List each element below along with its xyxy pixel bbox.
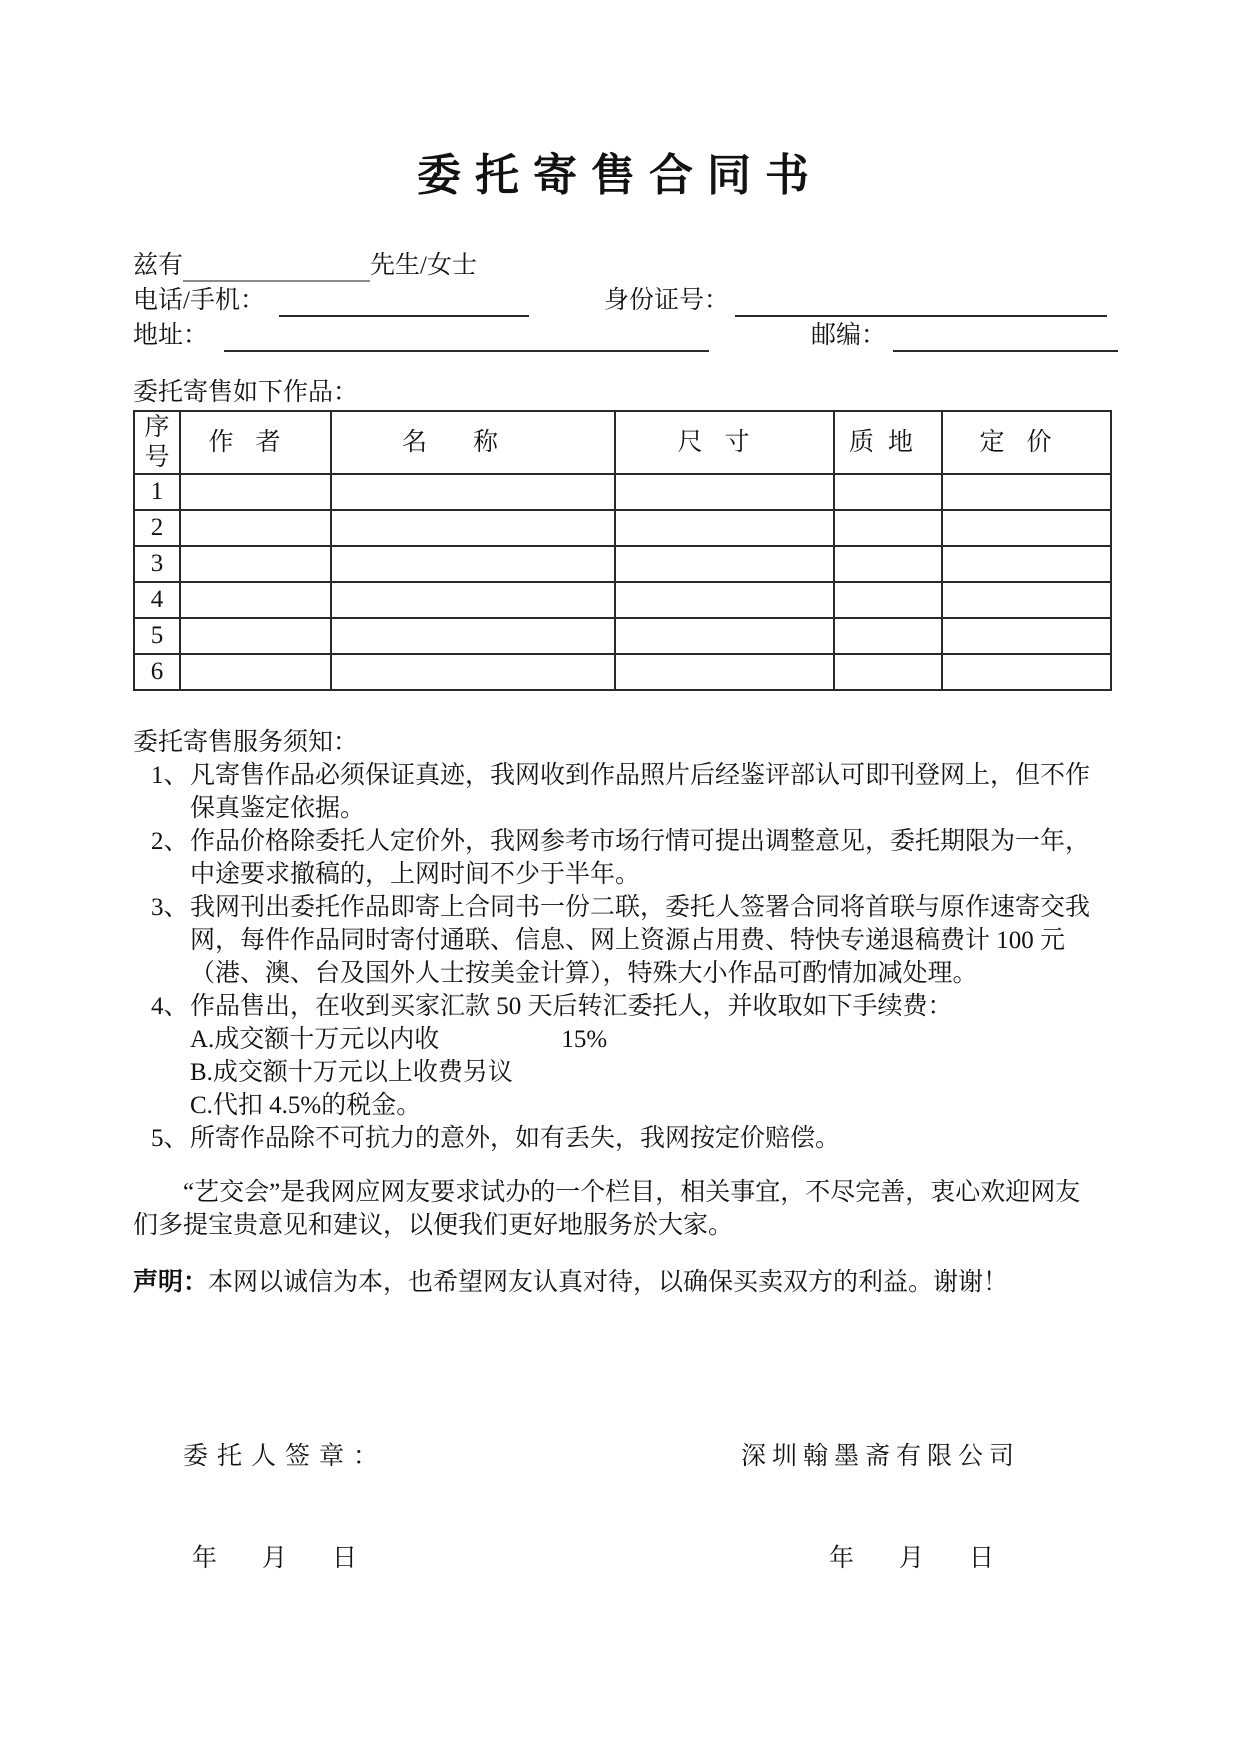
id-label: 身份证号： — [604, 287, 730, 314]
statement-line — [133, 1266, 1143, 1299]
cell-name — [331, 510, 615, 546]
cell-name — [331, 582, 615, 618]
works-table-header-row — [134, 411, 1111, 474]
cell-material — [834, 546, 942, 582]
notice-line — [133, 957, 1133, 990]
notice-item-text: （港、澳、台及国外人士按美金计算），特殊大小作品可酌情加减处理。 — [190, 960, 978, 987]
header-name: 名称 — [331, 411, 615, 474]
intro-label: 兹有 — [133, 252, 184, 279]
closing-paragraph-line2: 们多提宝贵意见和建议，以便我们更好地服务於大家。 — [133, 1212, 734, 1239]
closing-paragraph — [133, 1176, 1133, 1242]
notice-item-text: B.成交额十万元以上收费另议 — [190, 1059, 513, 1086]
cell-author — [180, 474, 331, 510]
works-intro: 委托寄售如下作品： — [133, 379, 359, 406]
table-row — [134, 546, 1111, 582]
cell-material — [834, 618, 942, 654]
id-blank-field — [735, 289, 1107, 317]
cell-name — [331, 546, 615, 582]
party-line-name — [133, 250, 1133, 282]
phone-blank-field — [279, 289, 529, 317]
notice-item-text: 作品售出，在收到买家汇款 50 天后转汇委托人，并收取如下手续费： — [190, 993, 953, 1020]
table-row — [134, 582, 1111, 618]
zip-label: 邮编： — [811, 322, 887, 349]
date-line-client: 年 月 日 — [192, 1545, 368, 1572]
cell-author — [180, 582, 331, 618]
notice-line — [133, 891, 1133, 924]
notice-item-text: 凡寄售作品必须保证真迹，我网收到作品照片后经鉴评部认可即刊登网上，但不作 — [190, 762, 1091, 789]
notice-item-text: A.成交额十万元以内收 — [190, 1026, 440, 1053]
table-row — [134, 510, 1111, 546]
name-blank-field — [183, 254, 370, 282]
notice-line — [133, 825, 1133, 858]
cell-author — [180, 654, 331, 690]
header-seq: 序号 — [134, 411, 180, 474]
notice-item-text: 网，每件作品同时寄付通联、信息、网上资源占用费、特快专递退稿费计 100 元 — [190, 927, 1066, 954]
address-label: 地址： — [133, 322, 209, 349]
notice-item-text: 保真鉴定依据。 — [190, 795, 366, 822]
table-row — [134, 654, 1111, 690]
cell-material — [834, 510, 942, 546]
notice-item-text: 我网刊出委托作品即寄上合同书一份二联，委托人签署合同将首联与原作速寄交我 — [190, 894, 1091, 921]
cell-material — [834, 474, 942, 510]
cell-name — [331, 654, 615, 690]
notice-item-number: 2、 — [151, 828, 189, 855]
header-price: 定价 — [942, 411, 1111, 474]
notice-line — [133, 1056, 1133, 1089]
notice-item-text: C.代扣 4.5%的税金。 — [190, 1092, 422, 1119]
cell-price — [942, 618, 1111, 654]
notice-item-number: 3、 — [151, 894, 189, 921]
cell-name — [331, 618, 615, 654]
cell-material — [834, 654, 942, 690]
notice-line — [133, 924, 1133, 957]
row-number: 3 — [134, 546, 180, 582]
statement-label: 声明： — [133, 1269, 209, 1296]
zip-blank-field — [893, 324, 1118, 352]
row-number: 1 — [134, 474, 180, 510]
row-number: 5 — [134, 618, 180, 654]
notice-heading: 委托寄售服务须知： — [133, 729, 359, 756]
cell-material — [834, 582, 942, 618]
cell-size — [615, 618, 834, 654]
works-table — [133, 410, 1112, 691]
notice-section — [133, 726, 1133, 1155]
cell-price — [942, 654, 1111, 690]
closing-paragraph-line1: “艺交会”是我网应网友要求试办的一个栏目，相关事宜，不尽完善，衷心欢迎网友 — [183, 1179, 1081, 1206]
notice-item-number: 1、 — [151, 762, 189, 789]
cell-author — [180, 510, 331, 546]
header-material: 质地 — [834, 411, 942, 474]
notice-item-number: 4、 — [151, 993, 189, 1020]
party-line-address-zip — [133, 320, 1133, 352]
cell-size — [615, 474, 834, 510]
row-number: 2 — [134, 510, 180, 546]
cell-name — [331, 474, 615, 510]
phone-label: 电话/手机： — [133, 287, 265, 314]
row-number: 4 — [134, 582, 180, 618]
cell-price — [942, 546, 1111, 582]
notice-line — [133, 858, 1133, 891]
id-group — [604, 285, 1107, 317]
cell-author — [180, 618, 331, 654]
header-author: 作者 — [180, 411, 331, 474]
notice-line-fee-a — [133, 1023, 1133, 1056]
notice-item-number: 5、 — [151, 1125, 189, 1152]
notice-line — [133, 759, 1133, 792]
notice-item-text: 中途要求撤稿的，上网时间不少于半年。 — [190, 861, 641, 888]
date-line-company: 年 月 日 — [829, 1545, 1005, 1572]
cell-price — [942, 582, 1111, 618]
table-row — [134, 618, 1111, 654]
cell-size — [615, 654, 834, 690]
notice-item-text: 所寄作品除不可抗力的意外，如有丢失，我网按定价赔偿。 — [190, 1125, 841, 1152]
notice-line — [133, 1089, 1133, 1122]
party-line-phone-id — [133, 285, 1133, 317]
address-blank-field — [224, 324, 709, 352]
cell-size — [615, 546, 834, 582]
zip-group — [811, 320, 1118, 352]
client-signature-label: 委托人签章： — [183, 1443, 388, 1470]
notice-line — [133, 1122, 1133, 1155]
fee-percentage: 15% — [561, 1026, 608, 1053]
cell-author — [180, 546, 331, 582]
notice-item-text: 作品价格除委托人定价外，我网参考市场行情可提出调整意见，委托期限为一年， — [190, 828, 1091, 855]
notice-line — [133, 990, 1133, 1023]
table-row — [134, 474, 1111, 510]
statement-text: 本网以诚信为本，也希望网友认真对待，以确保买卖双方的利益。谢谢！ — [208, 1269, 1009, 1296]
cell-price — [942, 474, 1111, 510]
page-title: 委托寄售合同书 — [417, 151, 823, 200]
cell-size — [615, 582, 834, 618]
header-size: 尺寸 — [615, 411, 834, 474]
cell-price — [942, 510, 1111, 546]
notice-line — [133, 792, 1133, 825]
cell-size — [615, 510, 834, 546]
company-name: 深圳翰墨斋有限公司 — [741, 1443, 1021, 1470]
honorific-label: 先生/女士 — [370, 252, 477, 279]
row-number: 6 — [134, 654, 180, 690]
